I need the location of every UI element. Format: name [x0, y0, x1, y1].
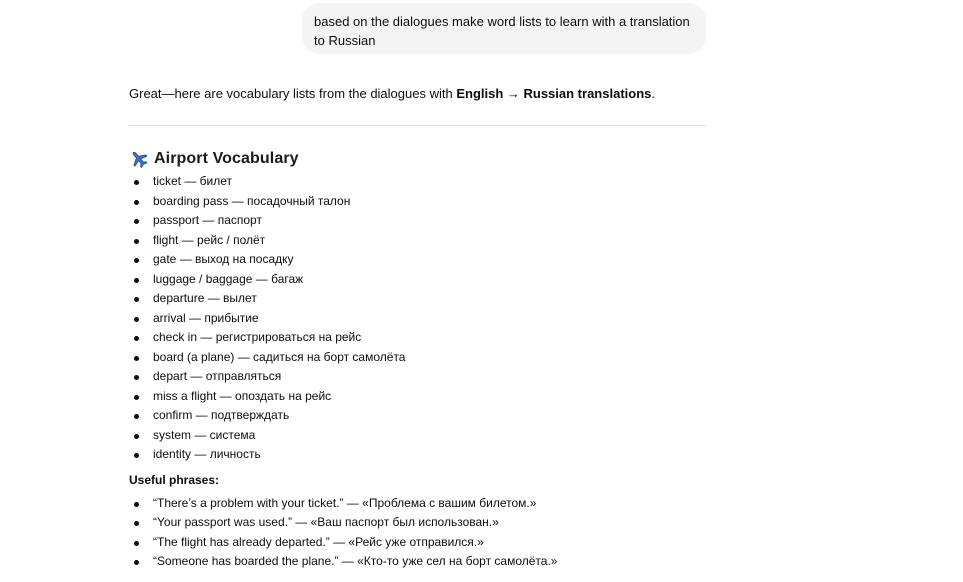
phrase-item: “Your passport was used.” — «Ваш паспорт был использован.»	[129, 513, 707, 533]
airplane-icon	[129, 149, 149, 169]
section-title: Airport Vocabulary	[154, 150, 299, 167]
phrase-item: “The flight has already departed.” — «Рейс уже отправился.»	[129, 533, 707, 553]
list-item: depart — отправляться	[129, 367, 707, 387]
intro-suffix: .	[651, 86, 655, 101]
vocabulary-list	[129, 172, 707, 465]
divider	[129, 125, 706, 126]
intro-bold: English → Russian translations	[456, 86, 652, 101]
bullet-icon	[134, 317, 139, 322]
bullet-icon	[134, 239, 139, 244]
phrases-heading: Useful phrases:	[129, 472, 220, 487]
bullet-icon	[134, 219, 139, 224]
bullet-icon	[134, 200, 139, 205]
list-item: identity — личность	[129, 445, 707, 465]
bullet-icon	[134, 297, 139, 302]
list-item: gate — выход на посадку	[129, 250, 707, 270]
phrase-item: “Someone has boarded the plane.” — «Кто-то уже сел на борт самолёта.»	[129, 552, 707, 572]
list-item: departure — вылет	[129, 289, 707, 309]
list-item: miss a flight — опоздать на рейс	[129, 387, 707, 407]
bullet-icon	[134, 434, 139, 439]
list-item: check in — регистрироваться на рейс	[129, 328, 707, 348]
bullet-icon	[134, 414, 139, 419]
bullet-icon	[134, 180, 139, 185]
list-item: arrival — прибытие	[129, 309, 707, 329]
bullet-icon	[134, 258, 139, 263]
list-item: confirm — подтверждать	[129, 406, 707, 426]
list-item: boarding pass — посадочный талон	[129, 192, 707, 212]
assistant-message	[129, 84, 707, 572]
bullet-icon	[134, 521, 139, 526]
bullet-icon	[134, 560, 139, 565]
intro-prefix: Great—here are vocabulary lists from the dialogues with	[129, 86, 457, 101]
section-heading	[129, 147, 707, 171]
user-message-text: based on the dialogues make word lists to learn with a translation to Russian	[314, 14, 690, 48]
list-item: passport — паспорт	[129, 211, 707, 231]
list-item: flight — рейс / полёт	[129, 231, 707, 251]
list-item: system — система	[129, 426, 707, 446]
phrases-list	[129, 494, 707, 572]
phrase-item: “There’s a problem with your ticket.” — «Проблема с вашим билетом.»	[129, 494, 707, 514]
bullet-icon	[134, 453, 139, 458]
list-item: board (a plane) — садиться на борт самолёта	[129, 348, 707, 368]
bullet-icon	[134, 336, 139, 341]
bullet-icon	[134, 375, 139, 380]
bullet-icon	[134, 502, 139, 507]
user-message-bubble	[302, 3, 706, 54]
bullet-icon	[134, 278, 139, 283]
assistant-intro	[129, 84, 707, 104]
list-item: luggage / baggage — багаж	[129, 270, 707, 290]
bullet-icon	[134, 356, 139, 361]
bullet-icon	[134, 395, 139, 400]
list-item: ticket — билет	[129, 172, 707, 192]
bullet-icon	[134, 541, 139, 546]
